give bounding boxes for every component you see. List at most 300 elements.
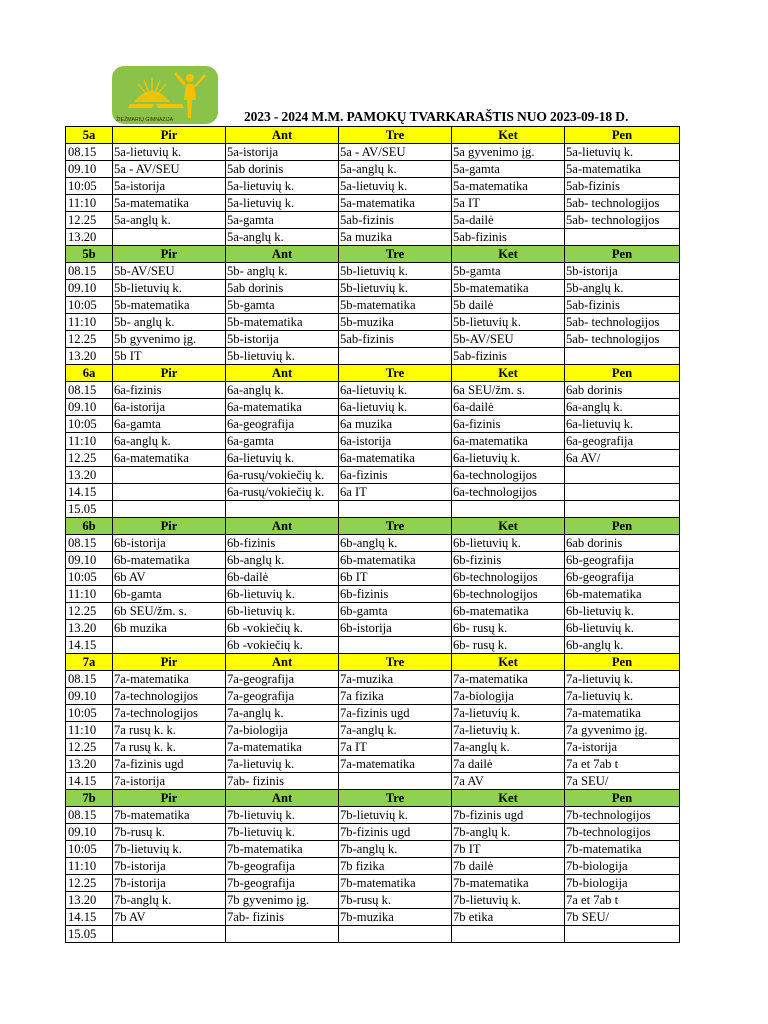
lesson-cell: 6b-matematika	[113, 552, 226, 569]
lesson-cell: 7b dailė	[452, 858, 565, 875]
lesson-cell: 7b-istorija	[113, 858, 226, 875]
lesson-row	[66, 739, 680, 756]
day-header: Tre	[339, 790, 452, 807]
lesson-cell: 5a-lietuvių k.	[565, 144, 680, 161]
lesson-cell: 6b-matematika	[565, 586, 680, 603]
lesson-cell: 5a muzika	[339, 229, 452, 246]
lesson-cell: 7b fizika	[339, 858, 452, 875]
lesson-cell: 7ab- fizinis	[226, 773, 339, 790]
lesson-cell: 5a gyvenimo įg.	[452, 144, 565, 161]
lesson-row	[66, 807, 680, 824]
lesson-cell: 5b-lietuvių k.	[339, 280, 452, 297]
lesson-row	[66, 263, 680, 280]
lesson-row	[66, 858, 680, 875]
lesson-cell: 7b-matematika	[226, 841, 339, 858]
lesson-cell: 6b muzika	[113, 620, 226, 637]
lesson-cell	[339, 501, 452, 518]
lesson-cell: 6a-lietuvių k.	[339, 399, 452, 416]
lesson-cell: 6a-matematika	[339, 450, 452, 467]
day-header: Ket	[452, 654, 565, 671]
lesson-row	[66, 773, 680, 790]
lesson-cell: 5ab dorinis	[226, 280, 339, 297]
lesson-row	[66, 756, 680, 773]
lesson-cell: 6a-anglų k.	[113, 433, 226, 450]
timetable	[65, 126, 680, 943]
lesson-cell	[565, 926, 680, 943]
lesson-cell: 7a-istorija	[565, 739, 680, 756]
lesson-cell: 5a-gamta	[452, 161, 565, 178]
lesson-cell: 7a fizika	[339, 688, 452, 705]
lesson-cell: 6b-matematika	[339, 552, 452, 569]
lesson-cell: 7b-anglų k.	[452, 824, 565, 841]
lesson-cell: 7a dailė	[452, 756, 565, 773]
lesson-cell: 7a-istorija	[113, 773, 226, 790]
lesson-cell: 7a rusų k. k.	[113, 739, 226, 756]
class-header-row	[66, 127, 680, 144]
lesson-cell: 7b-geografija	[226, 875, 339, 892]
lesson-cell: 6a-lietuvių k.	[452, 450, 565, 467]
lesson-cell: 6b SEU/žm. s.	[113, 603, 226, 620]
lesson-cell: 7a gyvenimo įg.	[565, 722, 680, 739]
lesson-time: 08.15	[66, 807, 113, 824]
day-header: Ant	[226, 127, 339, 144]
lesson-cell: 7a et 7ab t	[565, 756, 680, 773]
lesson-cell: 7b-geografija	[226, 858, 339, 875]
lesson-cell: 6a-matematika	[113, 450, 226, 467]
lesson-time: 12.25	[66, 212, 113, 229]
lesson-cell	[113, 467, 226, 484]
lesson-time: 13.20	[66, 348, 113, 365]
lesson-cell: 5a - AV/SEU	[339, 144, 452, 161]
lesson-cell	[339, 348, 452, 365]
lesson-cell: 5ab-fizinis	[452, 348, 565, 365]
lesson-row	[66, 688, 680, 705]
lesson-cell: 5a-istorija	[226, 144, 339, 161]
lesson-cell: 6a-istorija	[113, 399, 226, 416]
lesson-cell: 5b-lietuvių k.	[339, 263, 452, 280]
lesson-time: 11:10	[66, 586, 113, 603]
lesson-cell: 6a-lietuvių k.	[226, 450, 339, 467]
lesson-cell: 6a-fizinis	[452, 416, 565, 433]
lesson-row	[66, 433, 680, 450]
lesson-cell: 6b-istorija	[339, 620, 452, 637]
lesson-time: 12.25	[66, 603, 113, 620]
lesson-cell: 6a-rusų/vokiečių k.	[226, 484, 339, 501]
lesson-cell	[565, 229, 680, 246]
lesson-time: 14.15	[66, 484, 113, 501]
lesson-cell: 6a-matematika	[226, 399, 339, 416]
lesson-time: 14.15	[66, 637, 113, 654]
lesson-cell: 6b- rusų k.	[452, 637, 565, 654]
lesson-cell: 6a-matematika	[452, 433, 565, 450]
lesson-cell: 7b-technologijos	[565, 807, 680, 824]
lesson-cell: 5b dailė	[452, 297, 565, 314]
lesson-cell: 7b-anglų k.	[113, 892, 226, 909]
lesson-cell: 7a-lietuvių k.	[452, 705, 565, 722]
lesson-cell: 6a-gamta	[113, 416, 226, 433]
lesson-time: 10:05	[66, 416, 113, 433]
lesson-cell: 7a-geografija	[226, 688, 339, 705]
lesson-cell: 5ab- technologijos	[565, 331, 680, 348]
lesson-cell: 7b-anglų k.	[339, 841, 452, 858]
day-header: Ant	[226, 365, 339, 382]
lesson-cell: 5b-muzika	[339, 314, 452, 331]
lesson-cell: 6ab dorinis	[565, 535, 680, 552]
lesson-row	[66, 195, 680, 212]
lesson-cell: 7a-matematika	[113, 671, 226, 688]
class-header-row	[66, 654, 680, 671]
lesson-cell: 5a-matematika	[113, 195, 226, 212]
lesson-row	[66, 297, 680, 314]
lesson-row	[66, 382, 680, 399]
lesson-time: 13.20	[66, 756, 113, 773]
lesson-time: 08.15	[66, 671, 113, 688]
lesson-row	[66, 603, 680, 620]
school-logo	[112, 66, 218, 124]
lesson-cell: 5b IT	[113, 348, 226, 365]
lesson-cell: 5ab-fizinis	[565, 297, 680, 314]
lesson-cell: 7a-biologija	[452, 688, 565, 705]
day-header: Tre	[339, 246, 452, 263]
lesson-cell: 7a IT	[339, 739, 452, 756]
day-header: Pen	[565, 518, 680, 535]
lesson-cell: 5a - AV/SEU	[113, 161, 226, 178]
lesson-cell: 7b-muzika	[339, 909, 452, 926]
lesson-row	[66, 348, 680, 365]
class-header-row	[66, 246, 680, 263]
lesson-cell: 5a IT	[452, 195, 565, 212]
lesson-time: 12.25	[66, 331, 113, 348]
lesson-row	[66, 722, 680, 739]
lesson-cell: 5ab-fizinis	[565, 178, 680, 195]
class-header-row	[66, 790, 680, 807]
lesson-cell: 5b-gamta	[226, 297, 339, 314]
lesson-cell: 7b AV	[113, 909, 226, 926]
school-emblem-icon	[112, 66, 218, 124]
class-name: 7b	[66, 790, 113, 807]
lesson-cell	[226, 501, 339, 518]
lesson-time: 11:10	[66, 314, 113, 331]
class-header-row	[66, 365, 680, 382]
lesson-cell: 5a-istorija	[113, 178, 226, 195]
lesson-row	[66, 501, 680, 518]
svg-text:ŽIEŽMARIŲ GIMNAZIJA: ŽIEŽMARIŲ GIMNAZIJA	[116, 117, 174, 123]
lesson-time: 13.20	[66, 229, 113, 246]
lesson-row	[66, 586, 680, 603]
lesson-cell: 5b-matematika	[339, 297, 452, 314]
lesson-row	[66, 399, 680, 416]
lesson-cell: 7b-matematika	[339, 875, 452, 892]
lesson-cell: 5a-lietuvių k.	[113, 144, 226, 161]
lesson-cell: 6b-anglų k.	[565, 637, 680, 654]
lesson-time: 14.15	[66, 773, 113, 790]
lesson-time: 08.15	[66, 382, 113, 399]
lesson-cell: 5ab- technologijos	[565, 212, 680, 229]
lesson-cell: 6a-technologijos	[452, 467, 565, 484]
lesson-cell: 7b gyvenimo įg.	[226, 892, 339, 909]
lesson-cell: 6b-technologijos	[452, 586, 565, 603]
lesson-cell	[565, 467, 680, 484]
lesson-row	[66, 178, 680, 195]
lesson-cell: 6a-lietuvių k.	[339, 382, 452, 399]
lesson-cell	[339, 637, 452, 654]
lesson-cell: 6a-anglų k.	[226, 382, 339, 399]
lesson-cell: 6b-dailė	[226, 569, 339, 586]
lesson-row	[66, 467, 680, 484]
lesson-cell	[113, 926, 226, 943]
lesson-cell: 5b gyvenimo įg.	[113, 331, 226, 348]
lesson-cell: 6a-fizinis	[339, 467, 452, 484]
day-header: Ket	[452, 790, 565, 807]
lesson-cell: 6a SEU/žm. s.	[452, 382, 565, 399]
lesson-time: 09.10	[66, 280, 113, 297]
lesson-cell: 5ab-fizinis	[339, 212, 452, 229]
lesson-cell	[226, 926, 339, 943]
lesson-row	[66, 331, 680, 348]
lesson-time: 09.10	[66, 688, 113, 705]
day-header: Tre	[339, 518, 452, 535]
lesson-cell: 5ab dorinis	[226, 161, 339, 178]
lesson-cell: 7a-lietuvių k.	[452, 722, 565, 739]
class-name: 5a	[66, 127, 113, 144]
lesson-time: 09.10	[66, 824, 113, 841]
lesson-cell: 7b-matematika	[452, 875, 565, 892]
day-header: Ant	[226, 518, 339, 535]
lesson-cell: 6a-geografija	[226, 416, 339, 433]
lesson-cell	[113, 637, 226, 654]
day-header: Pen	[565, 127, 680, 144]
lesson-cell: 5a-anglų k.	[339, 161, 452, 178]
lesson-cell: 7b-lietuvių k.	[452, 892, 565, 909]
lesson-cell: 5a-lietuvių k.	[339, 178, 452, 195]
lesson-cell: 6b-lietuvių k.	[226, 586, 339, 603]
lesson-cell: 5ab-fizinis	[452, 229, 565, 246]
lesson-cell	[452, 926, 565, 943]
lesson-cell: 5b-matematika	[452, 280, 565, 297]
day-header: Ket	[452, 518, 565, 535]
lesson-cell: 7b-lietuvių k.	[339, 807, 452, 824]
lesson-cell: 5a-matematika	[339, 195, 452, 212]
lesson-cell: 7a AV	[452, 773, 565, 790]
lesson-cell: 7a-muzika	[339, 671, 452, 688]
day-header: Pir	[113, 365, 226, 382]
lesson-row	[66, 705, 680, 722]
lesson-cell: 7b-rusų k.	[113, 824, 226, 841]
lesson-cell: 5a-matematika	[565, 161, 680, 178]
lesson-cell: 6b-geografija	[565, 552, 680, 569]
lesson-cell: 5b-matematika	[226, 314, 339, 331]
lesson-cell	[565, 348, 680, 365]
lesson-time: 09.10	[66, 161, 113, 178]
lesson-row	[66, 875, 680, 892]
lesson-cell: 6a-lietuvių k.	[565, 416, 680, 433]
lesson-cell: 7a-technologijos	[113, 705, 226, 722]
lesson-cell: 7b-technologijos	[565, 824, 680, 841]
lesson-time: 11:10	[66, 722, 113, 739]
lesson-cell: 7b-lietuvių k.	[226, 807, 339, 824]
lesson-cell: 5a-matematika	[452, 178, 565, 195]
lesson-cell: 7b etika	[452, 909, 565, 926]
lesson-row	[66, 450, 680, 467]
lesson-cell: 7a-anglų k.	[226, 705, 339, 722]
lesson-cell: 5b-AV/SEU	[113, 263, 226, 280]
day-header: Pir	[113, 246, 226, 263]
lesson-cell: 7b-biologija	[565, 875, 680, 892]
lesson-cell: 5b- anglų k.	[113, 314, 226, 331]
lesson-cell: 6b-lietuvių k.	[226, 603, 339, 620]
day-header: Pir	[113, 127, 226, 144]
lesson-cell: 5a-dailė	[452, 212, 565, 229]
lesson-row	[66, 314, 680, 331]
lesson-cell: 7a-fizinis ugd	[113, 756, 226, 773]
lesson-cell: 7b-istorija	[113, 875, 226, 892]
lesson-cell	[565, 484, 680, 501]
lesson-cell: 5b-lietuvių k.	[113, 280, 226, 297]
lesson-cell: 5a-lietuvių k.	[226, 195, 339, 212]
lesson-cell: 5ab- technologijos	[565, 195, 680, 212]
lesson-cell: 7a-matematika	[339, 756, 452, 773]
lesson-cell: 6b-fizinis	[339, 586, 452, 603]
lesson-cell: 6b IT	[339, 569, 452, 586]
lesson-cell: 7a-lietuvių k.	[565, 671, 680, 688]
lesson-time: 12.25	[66, 450, 113, 467]
lesson-cell: 6b- rusų k.	[452, 620, 565, 637]
lesson-cell: 7a-lietuvių k.	[226, 756, 339, 773]
lesson-cell: 5b-gamta	[452, 263, 565, 280]
lesson-time: 08.15	[66, 263, 113, 280]
lesson-cell: 7a rusų k. k.	[113, 722, 226, 739]
lesson-cell: 5b-lietuvių k.	[452, 314, 565, 331]
lesson-time: 10:05	[66, 297, 113, 314]
lesson-cell: 6a muzika	[339, 416, 452, 433]
lesson-cell	[452, 501, 565, 518]
lesson-cell: 5b-istorija	[226, 331, 339, 348]
lesson-time: 08.15	[66, 535, 113, 552]
lesson-cell	[565, 501, 680, 518]
lesson-cell: 6b-lietuvių k.	[565, 603, 680, 620]
lesson-time: 11:10	[66, 858, 113, 875]
lesson-time: 13.20	[66, 620, 113, 637]
lesson-row	[66, 280, 680, 297]
lesson-row	[66, 909, 680, 926]
lesson-cell: 5a-lietuvių k.	[226, 178, 339, 195]
lesson-cell: 6b-fizinis	[226, 535, 339, 552]
lesson-time: 15.05	[66, 926, 113, 943]
day-header: Ket	[452, 246, 565, 263]
class-name: 5b	[66, 246, 113, 263]
day-header: Pen	[565, 246, 680, 263]
lesson-row	[66, 824, 680, 841]
lesson-time: 10:05	[66, 569, 113, 586]
class-name: 6b	[66, 518, 113, 535]
lesson-time: 12.25	[66, 875, 113, 892]
lesson-time: 08.15	[66, 144, 113, 161]
lesson-cell: 7a et 7ab t	[565, 892, 680, 909]
lesson-time: 12.25	[66, 739, 113, 756]
day-header: Tre	[339, 365, 452, 382]
lesson-cell: 5ab- technologijos	[565, 314, 680, 331]
day-header: Ket	[452, 127, 565, 144]
lesson-cell: 7b-lietuvių k.	[113, 841, 226, 858]
lesson-cell: 7b-biologija	[565, 858, 680, 875]
lesson-cell	[113, 484, 226, 501]
lesson-cell: 5b-anglų k.	[565, 280, 680, 297]
lesson-cell: 7a SEU/	[565, 773, 680, 790]
lesson-row	[66, 161, 680, 178]
lesson-row	[66, 637, 680, 654]
lesson-cell: 7b-lietuvių k.	[226, 824, 339, 841]
day-header: Pen	[565, 790, 680, 807]
day-header: Pir	[113, 518, 226, 535]
day-header: Tre	[339, 654, 452, 671]
lesson-cell	[113, 501, 226, 518]
lesson-cell	[339, 926, 452, 943]
lesson-time: 10:05	[66, 705, 113, 722]
lesson-cell: 7a-lietuvių k.	[565, 688, 680, 705]
lesson-cell: 6a-technologijos	[452, 484, 565, 501]
lesson-cell: 5a-anglų k.	[113, 212, 226, 229]
lesson-cell: 6b -vokiečių k.	[226, 620, 339, 637]
lesson-time: 10:05	[66, 841, 113, 858]
lesson-cell: 5b-matematika	[113, 297, 226, 314]
class-name: 6a	[66, 365, 113, 382]
lesson-row	[66, 841, 680, 858]
class-name: 7a	[66, 654, 113, 671]
lesson-cell: 7b-matematika	[113, 807, 226, 824]
lesson-time: 11:10	[66, 433, 113, 450]
lesson-time: 14.15	[66, 909, 113, 926]
lesson-cell: 5ab-fizinis	[339, 331, 452, 348]
lesson-row	[66, 416, 680, 433]
lesson-cell: 5a-anglų k.	[226, 229, 339, 246]
lesson-cell: 6b AV	[113, 569, 226, 586]
lesson-cell: 6a-fizinis	[113, 382, 226, 399]
lesson-cell: 6a-geografija	[565, 433, 680, 450]
lesson-cell: 6a-istorija	[339, 433, 452, 450]
lesson-row	[66, 144, 680, 161]
day-header: Ant	[226, 246, 339, 263]
lesson-cell: 6a-gamta	[226, 433, 339, 450]
lesson-cell: 6b-anglų k.	[226, 552, 339, 569]
day-header: Ant	[226, 654, 339, 671]
lesson-cell: 6b-matematika	[452, 603, 565, 620]
lesson-row	[66, 569, 680, 586]
lesson-row	[66, 212, 680, 229]
lesson-cell: 7ab- fizinis	[226, 909, 339, 926]
lesson-cell: 7a-biologija	[226, 722, 339, 739]
lesson-cell: 6b-istorija	[113, 535, 226, 552]
lesson-cell: 7a-anglų k.	[452, 739, 565, 756]
lesson-cell: 5b-istorija	[565, 263, 680, 280]
lesson-time: 11:10	[66, 195, 113, 212]
lesson-cell: 7a-matematika	[226, 739, 339, 756]
lesson-cell: 6b-lietuvių k.	[452, 535, 565, 552]
lesson-cell: 5a-gamta	[226, 212, 339, 229]
lesson-cell: 7b IT	[452, 841, 565, 858]
lesson-cell	[113, 229, 226, 246]
lesson-cell: 6a-dailė	[452, 399, 565, 416]
lesson-time: 09.10	[66, 399, 113, 416]
lesson-row	[66, 552, 680, 569]
day-header: Pen	[565, 654, 680, 671]
class-header-row	[66, 518, 680, 535]
day-header: Pir	[113, 654, 226, 671]
lesson-cell	[339, 773, 452, 790]
lesson-cell: 7b-rusų k.	[339, 892, 452, 909]
day-header: Ant	[226, 790, 339, 807]
lesson-cell: 7a-technologijos	[113, 688, 226, 705]
lesson-cell: 7b-matematika	[565, 841, 680, 858]
